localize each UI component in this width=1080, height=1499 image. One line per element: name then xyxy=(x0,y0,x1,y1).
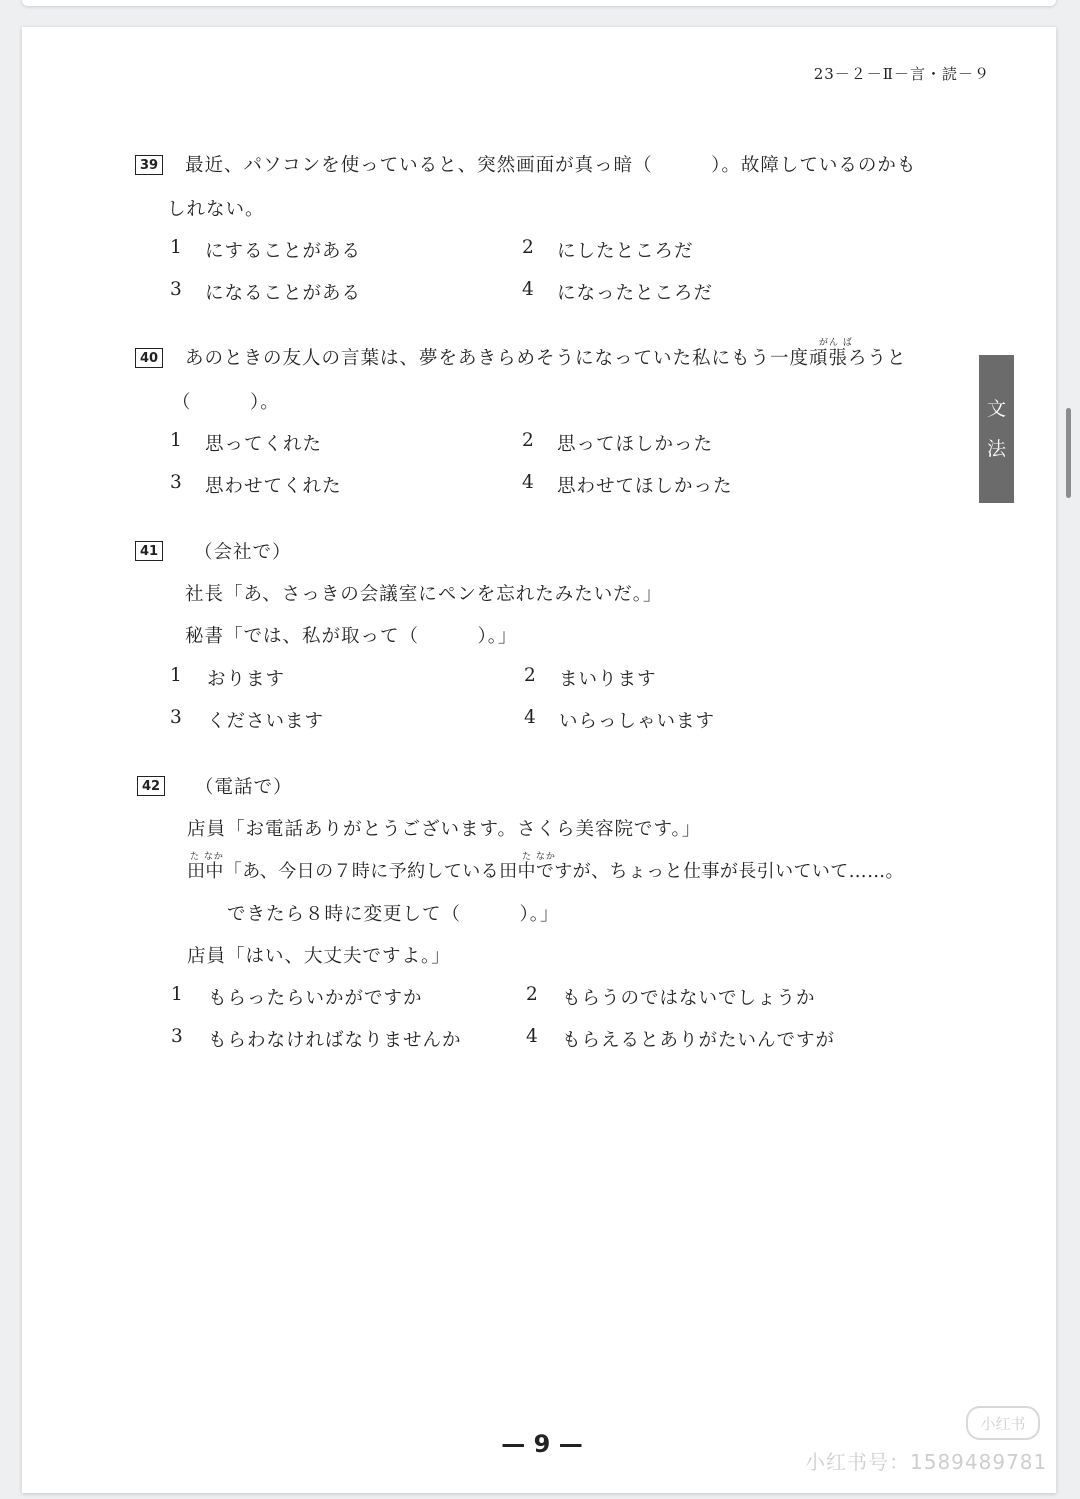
question-42-option-1: もらったらいかがですか xyxy=(208,988,423,1009)
option-number: 2 xyxy=(524,665,537,686)
question-39-option-3: になることがある xyxy=(205,283,362,304)
question-number-39: 39 xyxy=(135,155,163,175)
page-number: — 9 — xyxy=(501,1430,583,1458)
section-tab xyxy=(979,355,1014,503)
option-number: 3 xyxy=(170,472,183,493)
previous-page-edge xyxy=(22,0,1056,6)
option-number: 4 xyxy=(524,707,537,728)
question-40-option-4: 思わせてほしかった xyxy=(557,476,733,497)
option-number: 4 xyxy=(522,472,535,493)
question-42-text-line4: 店員「はい、大丈夫ですよ。」 xyxy=(187,946,451,967)
question-number-41: 41 xyxy=(135,541,163,561)
section-tab-char-2: 法 xyxy=(986,438,1006,460)
question-41-option-3: くださいます xyxy=(207,711,325,732)
option-number: 1 xyxy=(171,984,184,1005)
question-39-option-4: になったところだ xyxy=(557,283,714,304)
option-number: 2 xyxy=(522,237,535,258)
option-number: 2 xyxy=(522,430,535,451)
question-40-option-3: 思わせてくれた xyxy=(205,476,342,497)
watermark-text: 小红书号：1589489781 xyxy=(805,1450,1048,1474)
scrollbar-thumb[interactable] xyxy=(1066,408,1071,498)
question-39-option-1: にすることがある xyxy=(205,241,362,262)
question-40-text-line2: （ ）。 xyxy=(172,392,280,413)
watermark-logo: 小红书 xyxy=(966,1406,1040,1440)
question-42-ruby-2: た なか xyxy=(522,852,556,862)
question-42-context: （電話で） xyxy=(195,777,293,798)
question-40-option-2: 思ってほしかった xyxy=(557,434,714,455)
question-39-text-line2: しれない。 xyxy=(167,199,265,220)
question-40-option-1: 思ってくれた xyxy=(205,434,323,455)
option-number: 4 xyxy=(522,279,535,300)
question-40-ruby: がん ば xyxy=(819,338,853,348)
question-41-option-1: おります xyxy=(207,669,286,690)
option-number: 2 xyxy=(526,984,539,1005)
question-42-text-line3: できたら８時に変更して（ ）。」 xyxy=(227,904,560,925)
question-41-option-2: まいります xyxy=(559,669,657,690)
question-42-option-3: もらわなければなりませんか xyxy=(208,1030,462,1051)
question-39-text-line1: 最近、パソコンを使っていると、突然画面が真っ暗（ ）。故障しているのかも xyxy=(185,155,917,176)
option-number: 4 xyxy=(526,1026,539,1047)
question-42-text-line1: 店員「お電話ありがとうございます。さくら美容院です。」 xyxy=(187,819,702,840)
option-number: 1 xyxy=(170,665,183,686)
question-42-text-line2: 田中「あ、今日の７時に予約している田中ですが、ちょっと仕事が長引いていて……。 xyxy=(187,861,904,882)
question-42-option-2: もらうのではないでしょうか xyxy=(562,988,816,1009)
option-number: 3 xyxy=(170,707,183,728)
question-41-option-4: いらっしゃいます xyxy=(559,711,716,732)
page-header: 23－２－Ⅱ－言・読－９ xyxy=(813,65,990,83)
question-39-option-2: にしたところだ xyxy=(557,241,694,262)
question-42-ruby-1: た なか xyxy=(190,852,224,862)
question-number-42: 42 xyxy=(137,776,165,796)
question-41-text-line1: 社長「あ、さっきの会議室にペンを忘れたみたいだ。」 xyxy=(185,584,663,605)
option-number: 1 xyxy=(170,237,183,258)
question-40-text-line1: あのときの友人の言葉は、夢をあきらめそうになっていた私にもう一度頑張ろうと xyxy=(185,348,907,369)
option-number: 3 xyxy=(170,279,183,300)
exam-page xyxy=(22,27,1056,1493)
question-42-option-4: もらえるとありがたいんですが xyxy=(562,1030,836,1051)
question-41-context: （会社で） xyxy=(194,542,292,563)
option-number: 3 xyxy=(171,1026,184,1047)
option-number: 1 xyxy=(170,430,183,451)
section-tab-char-1: 文 xyxy=(986,398,1006,420)
question-41-text-line2: 秘書「では、私が取って（ ）。」 xyxy=(185,626,518,647)
question-number-40: 40 xyxy=(135,348,163,368)
